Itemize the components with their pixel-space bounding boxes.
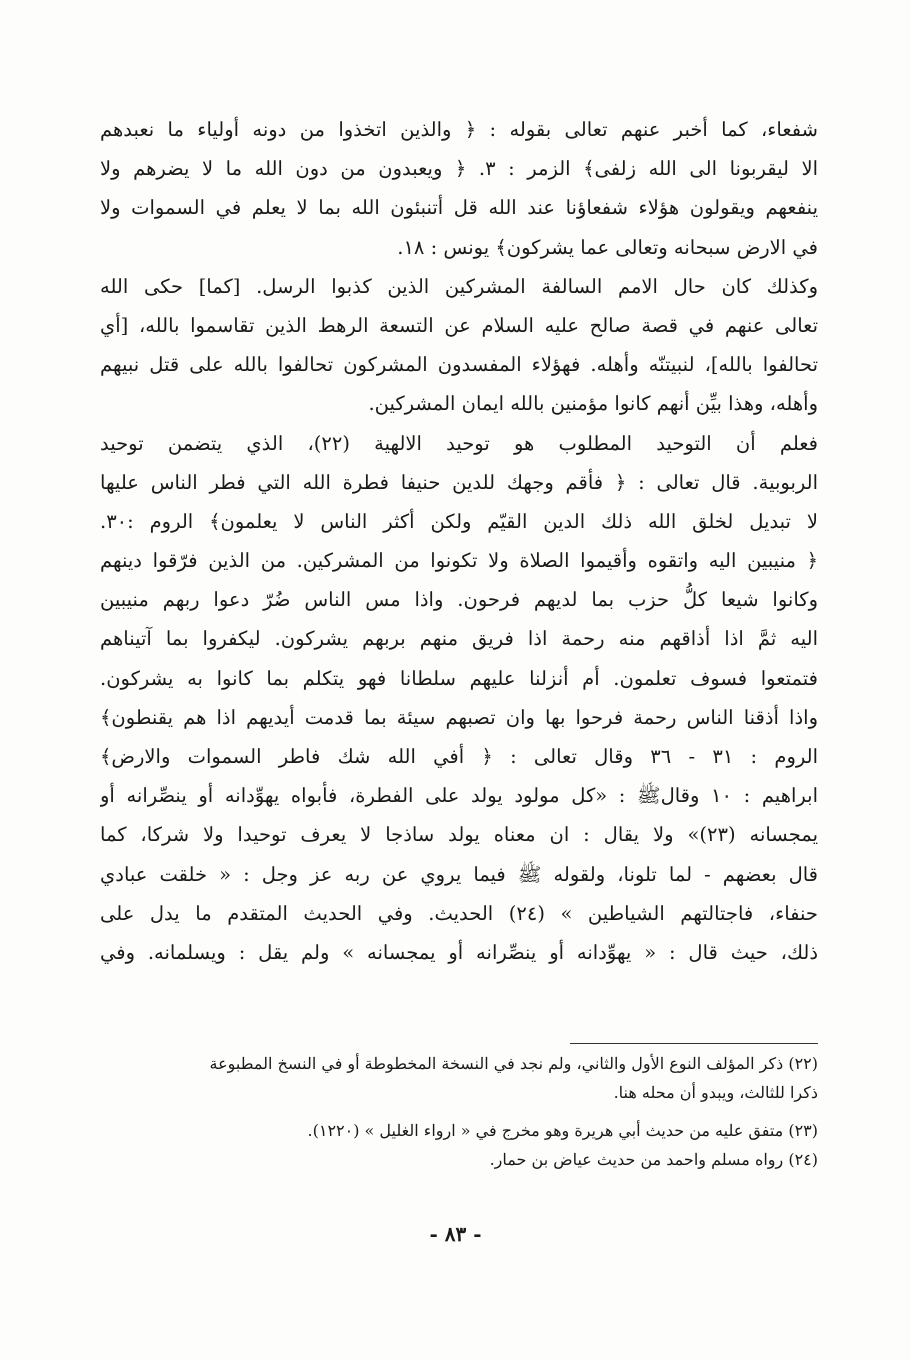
text-line: ينفعهم ويقولون هؤلاء شفعاؤنا عند الله قل أتنبئون الله بما لا يعلم في السموات ولا <box>100 196 818 220</box>
text-line: فتمتعوا فسوف تعلمون. أم أنزلنا عليهم سلطانا فهو يتكلم بما كانوا به يشركون. <box>100 666 818 690</box>
footnotes <box>100 1050 818 1174</box>
text-line: قال بعضهم - لما تلونا، ولقوله ﷺ فيما يروي عن ربه عز وجل : « خلقت عبادي <box>100 862 818 886</box>
text-line: الروم : ٣١ - ٣٦ وقال تعالى : ﴿ أفي الله شك فاطر السموات والارض﴾ <box>100 745 818 768</box>
text-line: لا تبديل لخلق الله ذلك الدين القيّم ولكن أكثر الناس لا يعلمون﴾ الروم :٣٠. <box>100 509 818 533</box>
text-line: يمجسانه (٢٣)» ولا يقال : ان معناه يولد ساذجا لا يعرف توحيدا ولا شركا، كما <box>100 823 818 847</box>
text-line: وكذلك كان حال الامم السالفة المشركين الذين كذبوا الرسل. [كما] حكى الله <box>100 274 818 298</box>
text-line: فعلم أن التوحيد المطلوب هو توحيد الالهية (٢٢)، الذي يتضمن توحيد <box>100 431 818 455</box>
text-line: واذا أذقنا الناس رحمة فرحوا بها وان تصبهم سيئة بما قدمت أيديهم اذا هم يقنطون﴾ <box>100 705 818 729</box>
text-line: حنفاء، فاجتالتهم الشياطين » (٢٤) الحديث. وفي الحديث المتقدم ما يدل على <box>100 901 818 925</box>
text-line: تحالفوا بالله]، لنبيتنّه وأهله. فهؤلاء المفسدون المشركون تحالفوا بالله على قتل نبيهم <box>100 353 818 377</box>
footnote-23: (٢٣) متفق عليه من حديث أبي هريرة وهو مخرج في « ارواء الغليل » (١٢٢٠). <box>307 1121 818 1140</box>
footnote-22-line-2: ذكرا للثالث، ويبدو أن محله هنا. <box>613 1082 818 1102</box>
main-text <box>100 110 818 972</box>
footnote-divider <box>570 1043 818 1044</box>
text-line: ذلك، حيث قال : « يهوِّدانه أو ينصِّرانه أو يمجسانه » ولم يقل : ويسلمانه. وفي <box>100 940 818 964</box>
text-line: ﴿ منيبين اليه واتقوه وأقيموا الصلاة ولا تكونوا من المشركين. من الذين فرّقوا دينهم <box>100 549 818 573</box>
footnote-spacer <box>100 1107 818 1117</box>
text-line: تعالى عنهم في قصة صالح عليه السلام عن التسعة الرهط الذين تقاسموا بالله، [أي <box>100 313 818 337</box>
page-number: - ٨٣ - <box>429 1222 482 1246</box>
text-line: الا ليقربونا الى الله زلفى﴾ الزمر : ٣. ﴿ ويعبدون من دون الله ما لا يضرهم ولا <box>100 157 818 181</box>
text-line: اليه ثمَّ اذا أذاقهم منه رحمة اذا فريق منهم بربهم يشركون. ليكفروا بما آتيناهم <box>100 627 818 651</box>
text-line: وكانوا شيعا كلُّ حزب بما لديهم فرحون. واذا مس الناس ضُرّ دعوا ربهم منيبين <box>100 588 818 612</box>
text-line: الربوبية. قال تعالى : ﴿ فأقم وجهك للدين حنيفا فطرة الله التي فطر الناس عليها <box>100 470 818 494</box>
text-line: ابراهيم : ١٠ وقالﷺ : «كل مولود يولد على الفطرة، فأبواه يهوِّدانه أو ينصِّرانه أو <box>100 784 818 808</box>
footnote-24: (٢٤) رواه مسلم واحمد من حديث عياض بن حمار. <box>489 1149 818 1169</box>
footnote-22-line-1: (٢٢) ذكر المؤلف النوع الأول والثاني، ولم نجد في النسخة المخطوطة أو في النسخ المطبوعة <box>209 1054 818 1073</box>
text-line: وأهله، وهذا بيِّن أنهم كانوا مؤمنين بالله ايمان المشركين. <box>368 392 818 416</box>
text-line: شفعاء، كما أخبر عنهم تعالى بقوله : ﴿ والذين اتخذوا من دونه أولياء ما نعبدهم <box>100 118 818 141</box>
text-line: في الارض سبحانه وتعالى عما يشركون﴾ يونس : ١٨. <box>397 235 818 259</box>
